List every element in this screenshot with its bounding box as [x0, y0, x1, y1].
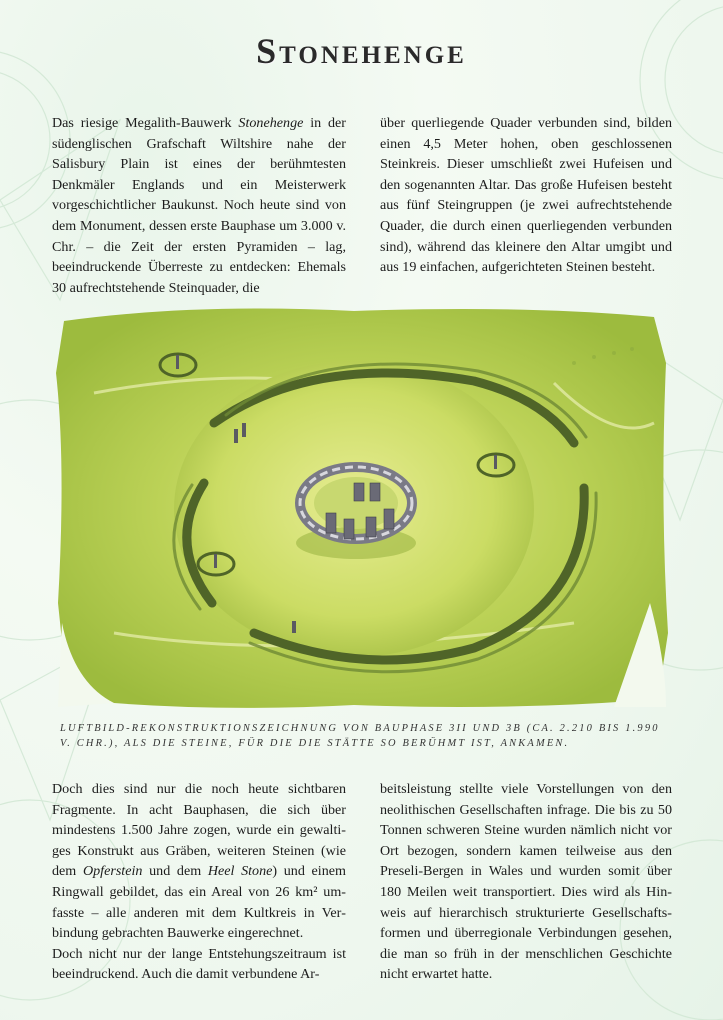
text-run-italic: Stonehenge [238, 115, 304, 131]
paragraph: über querliegende Quader verbunden sind, bilden einen 4,5 Meter hohen, oben geschlossenen Steinkreis. Dieser umschließt zwei Hufeisen und den sogenannten Altar. Das große Hufeisen besteht aus fünf Steingruppen (je zwei aufrechtstehende Quader, die durch einen querliegenden verbunden sind), während das kleinere den Altar umgibt und aus 19 einfachen, aufgerichteten Steinen besteht. [380, 115, 672, 276]
text-run: Doch dies sind nur die noch heute sichtbaren Fragmente. In acht Bauphasen, die sich über mindestens 1.500 Jahre zogen, wurde ein gewaltiges Konstrukt aus Gräben, weiteren Steinen (wie dem [52, 781, 346, 880]
text-run-italic: Opferstein [82, 863, 143, 880]
text-column-3 [52, 779, 346, 985]
text-run: Das riesige Megalith-Bauwerk [52, 115, 239, 131]
text-column-1 [52, 113, 346, 298]
text-column-4 [380, 779, 672, 985]
stonehenge-illustration [54, 303, 671, 713]
text-run: ) und einem Ringwall gebildet, das ein Areal von 26 km² umfasste – alle anderen mit dem Kultkreis in Verbindung gebrachten Bauwerke eingerechnet. [52, 863, 346, 942]
text-column-2 [380, 113, 672, 278]
text-run: und dem [142, 863, 208, 880]
paragraph [52, 113, 346, 298]
text-run: in der südenglischen Grafschaft Wiltshire nahe der Salisbury Plain ist eines der berühmtesten Denkmäler Englands und ein Meisterwerk vorgeschichtlicher Baukunst. Noch heute sind von dem Monument, dessen erste Bauphase um 3.000 v. Chr. – die Zeit der ersten Pyramiden – lag, beeindruckende Überreste zu entdecken: Ehemals 30 aufrechtstehende Steinquader, die [52, 115, 346, 296]
text-run-italic: Heel Stone [207, 863, 273, 880]
figure-caption: LUFTBILD-REKONSTRUKTIONSZEICHNUNG VON BAUPHASE 3II UND 3B (CA. 2.210 BIS 1.990 V. CHR.), ALS DIE STEINE, FÜR DIE DIE STÄTTE SO BERÜHMT IST, ANKAMEN. [60, 723, 660, 749]
page-title: Stonehenge [256, 31, 467, 71]
paragraph: Doch nicht nur der lange Entstehungszeitraum ist beeindruckend. Auch die damit verbundene Ar- [52, 945, 346, 983]
paragraph: beitsleistung stellte viele Vorstellungen von den neolithischen Gesellschaften infrage. Die bis zu 50 Tonnen schweren Steine wurden nämlich nicht vor Ort bezogen, sondern kamen teilweise aus den Preseli-Bergen in Wales und wurden somit über 180 Meilen weit transportiert. Dies wird als Hinweis auf hierarchisch strukturierte Gesellschaftsformen und überregionale Verbindungen gesehen, die man so früh in der menschlichen Geschichte nicht erwartet hatte. [380, 781, 672, 983]
paragraph [52, 779, 346, 944]
